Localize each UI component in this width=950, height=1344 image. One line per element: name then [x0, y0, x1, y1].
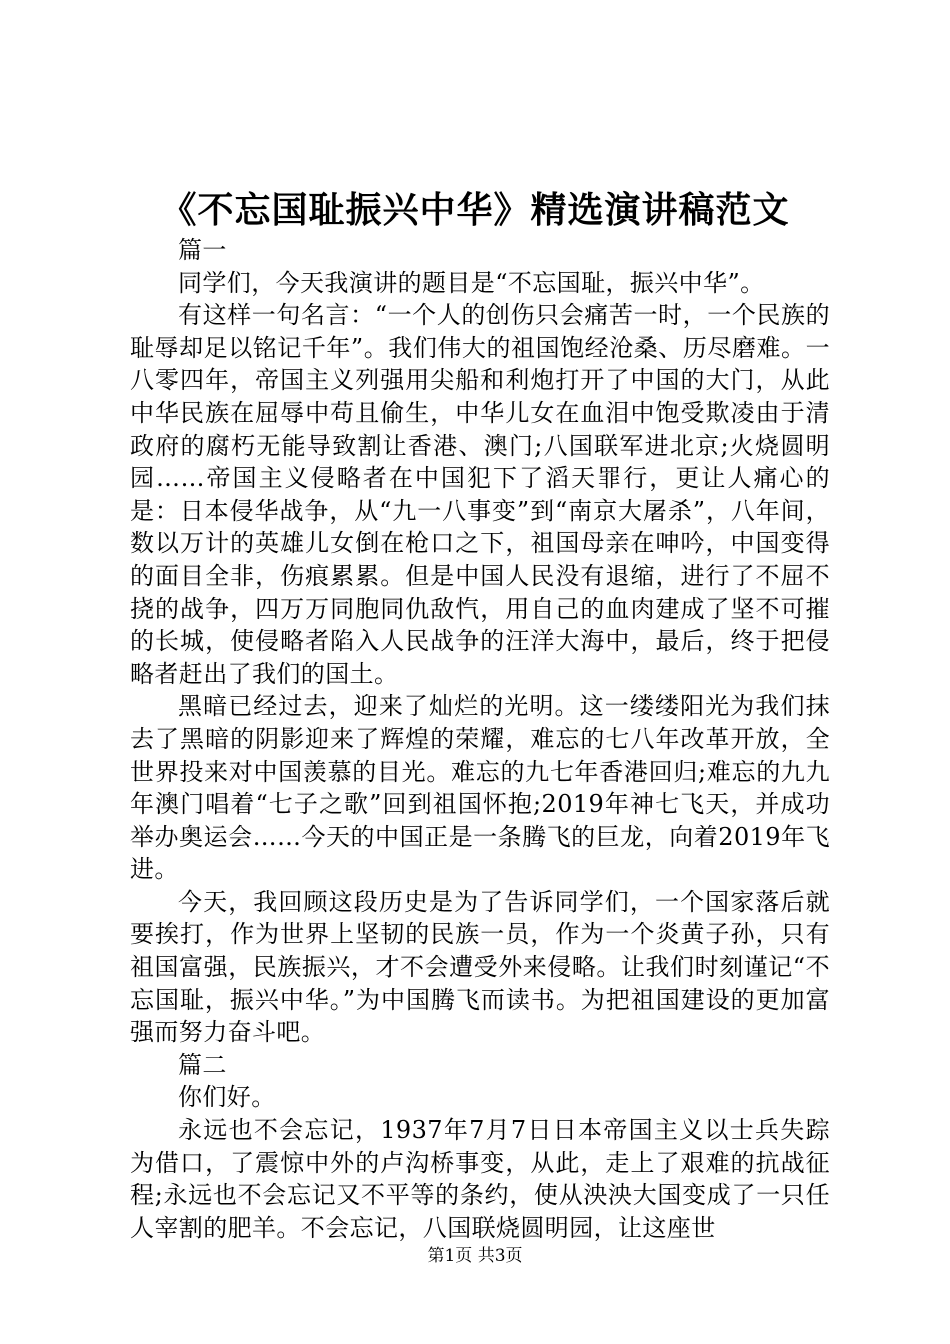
paragraph: 永远也不会忘记，1937年7月7日日本帝国主义以士兵失踪为借口，了震惊中外的卢沟桥事变，从此，走上了艰难的抗战征程;永远也不会忘记又不平等的条约，使从泱泱大国变成了一只任人宰割的肥羊。不会忘记，八国联烧圆明园，让这座世 — [130, 1116, 830, 1242]
paragraph: 你们好。 — [178, 1083, 276, 1112]
paragraph: 有这样一句名言：“一个人的创伤只会痛苦一时，一个民族的耻辱却足以铭记千年”。我们伟大的祖国饱经沧桑、历尽磨难。一八零四年，帝国主义列强用尖船和利炮打开了中国的大门，从此中华民族在屈辱中苟且偷生，中华儿女在血泪中饱受欺凌由于清政府的腐朽无能导致割让香港、澳门;八国联军进北京;火烧圆明园……帝国主义侵略者在中国犯下了滔天罪行，更让人痛心的是：日本侵华战争，从“九一八事变”到“南京大屠杀”，八年间，数以万计的英雄儿女倒在枪口之下，祖国母亲在呻吟，中国变得的面目全非，伤痕累累。但是中国人民没有退缩，进行了不屈不挠的战争，四万万同胞同仇敌忾，用自己的血肉建成了坚不可摧的长城，使侵略者陷入人民战争的汪洋大海中，最后，终于把侵略者赶出了我们的国土。 — [130, 301, 830, 688]
page-number-footer: 第1页 共3页 — [427, 1246, 523, 1266]
paragraph: 黑暗已经过去，迎来了灿烂的光明。这一缕缕阳光为我们抹去了黑暗的阴影迎来了辉煌的荣耀，难忘的七八年改革开放，全世界投来对中国羡慕的目光。难忘的九七年香港回归;难忘的九九年澳门唱着“七子之歌”回到祖国怀抱;2019年神七飞天，并成功举办奥运会……今天的中国正是一条腾飞的巨龙，向着2019年飞进。 — [130, 692, 830, 884]
paragraph: 同学们，今天我演讲的题目是“不忘国耻，振兴中华”。 — [178, 268, 765, 297]
document-body — [130, 234, 830, 1244]
paragraph: 今天，我回顾这段历史是为了告诉同学们，一个国家落后就要挨打，作为世界上坚韧的民族一员，作为一个炎黄子孙，只有祖国富强，民族振兴，才不会遭受外来侵略。让我们时刻谨记“不忘国耻，振兴中华。”为中国腾飞而读书。为把祖国建设的更加富强而努力奋斗吧。 — [130, 887, 830, 1047]
document-title: 《不忘国耻振兴中华》精选演讲稿范文 — [160, 189, 790, 231]
section-heading-1: 篇一 — [178, 236, 227, 264]
section-heading-2: 篇二 — [178, 1050, 227, 1079]
